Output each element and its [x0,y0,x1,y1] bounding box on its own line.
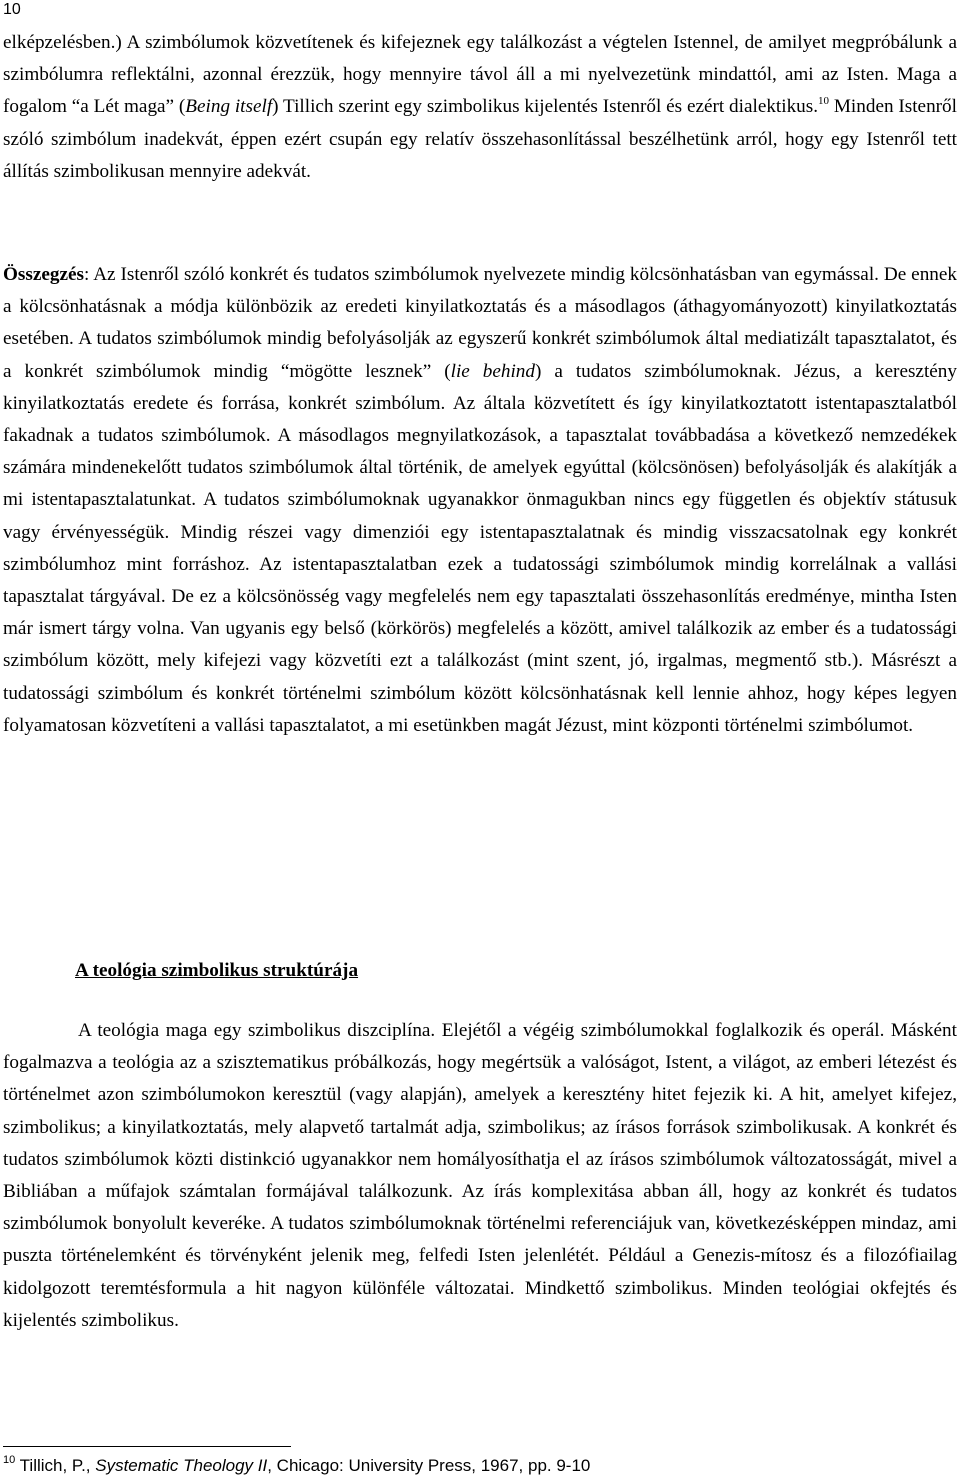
summary-label: Összegzés [3,264,84,285]
footnote [3,1451,590,1481]
paragraph-3-text: A teológia maga egy szimbolikus diszciplína. Elejétől a végéig szimbólumokkal foglalkozik és operál. Másként fogalmazva a teológia az a szisztematikus próbálkozás, hogy megértsük a valóságot, Istent, a világot, az emberi létezést és történelmet azon szimbólumokon keresztül (vagy alapján), amelyek a keresztény hitet fejezik ki. A hit, amelyet kifejez, szimbolikus; a kinyilatkoztatás, mely alapvető tartalmát adja, szimbolikus; az írásos források szimbolikusak. A konkrét és tudatos szimbólumok közti distinkció ugyanakkor nem homályosíthatja el az írásos szimbólumok változatosságát, mivel a Bibliában a műfajok számtalan formájával találkozunk. Az írás komplexitása abban áll, hogy az konkrét és tudatos szimbólumok bonyolult keveréke. A tudatos szimbólumoknak történelmi referenciájuk van, következésképpen mindaz, ami puszta történelemként és törvényként jelenik meg, felfedi Isten jelenlétét. Például a Genezis-mítosz és a filozófiailag kidolgozott teremtésformula a hit nagyon különféle változatai. Mindkettő szimbolikus. Minden teológiai okfejtés és kijelentés szimbolikus. [3,1020,957,1331]
paragraph-1-text-a: elképzelésben.) A szimbólumok közvetítenek és kifejeznek egy találkozást a végtelen Istennel, de amilyet megpróbálunk a szimbólumra reflektálni, azonnal érezzük, hogy mennyire távol áll a mi nyelvezetünk mindattól, ami az Isten. Maga a fogalom “a Lét maga” ( [3,32,957,118]
section-heading: A teológia szimbolikus struktúrája [75,960,359,981]
paragraph-summary-text-b: ) a tudatos szimbólumoknak. Jézus, a keresztény kinyilatkoztatás eredete és forrása, konkrét szimbólum. Az általa közvetített és így kinyilatkoztatott istentapasztalatból fakadnak a tudatos szimbólumok. A másodlagos megnyilatkozások, a tapasztalat továbbadása a következő nemzedékek számára mindenekelőtt tudatos szimbólumok által történik, de amelyek egyúttal (kölcsönösen) befolyásolják és alakítják a mi istentapasztalatunkat. A tudatos szimbólumoknak ugyanakkor önmagukban nincs egy független és objektív státusuk vagy érvényességük. Mindig részei vagy dimenziói egy istentapasztalatnak és mindig visszacsatolnak egy konkrét szimbólumhoz mint forráshoz. Az istentapasztalatban ezek a tudatossági szimbólumok mindig korrelálnak a vallási tapasztalat tárgyával. De ez a kölcsönösség vagy megfelelés nem egy tapasztalati összehasonlítás eredménye, mintha Isten már ismert tárgy volna. Van ugyanis egy belső (körkörös) megfelelés a között, amivel találkozik az ember és a tudatossági szimbólum között, mely kifejezi vagy közvetíti ezt a találkozást (mint szent, jó, irgalmas, megmentő stb.). Másrészt a tudatossági szimbólum és konkrét történelmi szimbólum között kölcsönhatásnak kell lennie ahhoz, hogy képes legyen folyamatosan közvetíteni a vallási tapasztalatot, a mi esetünkben magát Jézust, mint központi történelmi szimbólumot. [3,360,957,736]
footnote-reference[interactable]: 10 [818,95,830,108]
footnote-marker: 10 [3,1454,16,1466]
footnote-text-b: , Chicago: University Press, 1967, pp. 9-10 [267,1456,591,1475]
paragraph-3 [3,1015,957,1337]
paragraph-summary [3,259,957,742]
paragraph-1 [3,27,957,188]
paragraph-summary-text-a: : Az Istenről szóló konkrét és tudatos szimbólumok nyelvezete mindig kölcsönhatásban van egymással. De ennek a kölcsönhatásnak a módja különbözik az eredeti kinyilatkoztatás és a másodlagos (áthagyományozott) kinyilatkoztatás esetében. A tudatos szimbólumok mindig befolyásolják az egyszerű konkrét szimbólumok által mediatizált tapasztalatot, és a konkrét szimbólumok mindig “mögötte lesznek” ( [3,264,957,382]
paragraph-summary-italic: lie behind [450,360,535,382]
footnote-separator [3,1446,291,1447]
paragraph-1-italic: Being itself [185,96,273,118]
paragraph-1-text-c: Minden Istenről szóló szimbólum inadekvát, éppen ezért csupán egy relatív összehasonlítással beszélhetünk arról, hogy egy Istenről tett állítás szimbolikusan mennyire adekvát. [3,96,957,182]
footnote-text-a: Tillich, P., [15,1456,96,1475]
paragraph-1-text-b: ) Tillich szerint egy szimbolikus kijelentés Istenről és ezért dialektikus. [272,96,819,118]
page-number: 10 [3,1,21,18]
footnote-title: Systematic Theology II [95,1456,268,1475]
